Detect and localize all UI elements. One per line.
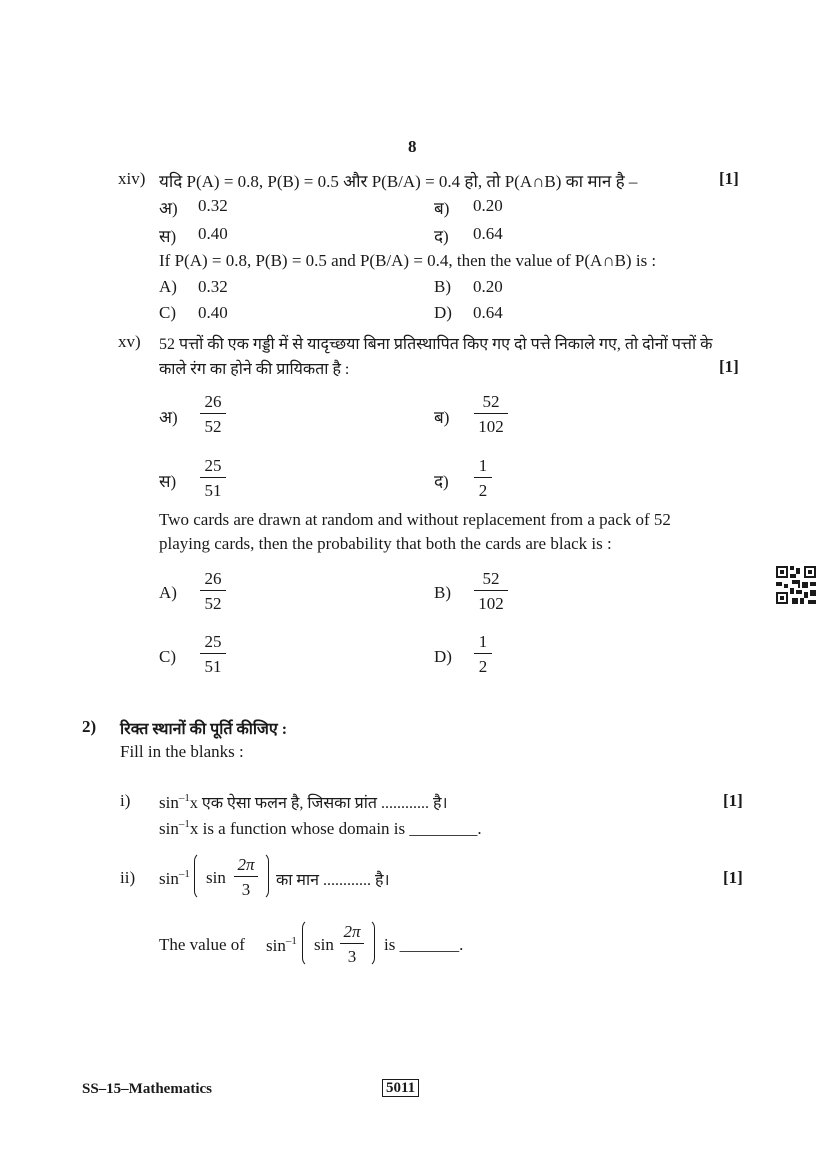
q15-hindi-opt-d-fraction [474, 457, 492, 499]
fraction-denominator: 3 [241, 880, 251, 899]
fraction-numerator: 1 [478, 632, 488, 651]
q2-ii-marks: [1] [723, 868, 743, 887]
q14-eng-opt-c-value: 0.40 [198, 303, 228, 322]
sin-text: $\sin^{-1}$ [159, 868, 190, 888]
fraction-numerator: 52 [482, 569, 500, 588]
inner-sin-text: sin [206, 868, 226, 887]
page-number: 8 [408, 137, 417, 156]
q15-hindi-opt-c-fraction [200, 457, 226, 499]
q15-english-line1: Two cards are drawn at random and without replacement from a pack of 52 [159, 510, 671, 529]
q15-marks: [1] [719, 357, 739, 376]
q14-hindi-opt-b-value: 0.20 [473, 196, 503, 215]
fraction-denominator: 2 [478, 481, 488, 500]
q14-hindi-opt-b-label: ब) [434, 199, 450, 218]
left-parenthesis [302, 919, 311, 967]
footer-paper-code: 5011 [382, 1080, 419, 1097]
fraction-denominator: 51 [204, 657, 222, 676]
q15-hindi-opt-d-label: द) [434, 472, 449, 491]
q15-hindi-line1: 52 पत्तों की एक गड्डी में से यादृच्छया बिना प्रतिस्थापित किए गए दो पत्ते निकाले गए, तो दोनों पत्तों के [159, 336, 713, 353]
sin-text: $\sin^{-1}$ [266, 935, 297, 955]
fraction-denominator: 51 [204, 481, 222, 500]
q14-hindi-opt-d-label: द) [434, 227, 449, 246]
q15-eng-opt-b-label: B) [434, 583, 451, 602]
q2-i-hindi-text: x एक ऐसा फलन है, जिसका प्रांत ............ है। [189, 795, 448, 812]
q15-eng-opt-c-label: C) [159, 647, 176, 666]
q14-number: xiv) [118, 169, 146, 188]
fraction-numerator: 52 [482, 392, 500, 411]
q14-eng-opt-a-value: 0.32 [198, 277, 228, 296]
q14-eng-opt-d-value: 0.64 [473, 303, 503, 322]
fraction-denominator: 52 [204, 417, 222, 436]
fraction-denominator: 3 [347, 947, 357, 966]
q2-i-english-line [159, 818, 482, 839]
q2-ii-hindi-text: का मान ............ है। [276, 872, 390, 889]
fraction-denominator: 102 [478, 417, 504, 436]
fraction-numerator: 25 [204, 632, 222, 651]
q14-eng-opt-b-label: B) [434, 277, 451, 296]
q15-number: xv) [118, 332, 141, 351]
superscript-inverse: –1 [178, 818, 190, 830]
q14-eng-opt-a-label: A) [159, 277, 177, 296]
q14-marks: [1] [719, 169, 739, 188]
q15-hindi-opt-b-label: ब) [434, 408, 450, 427]
superscript-inverse: –1 [178, 792, 190, 804]
q15-eng-opt-a-label: A) [159, 583, 177, 602]
q15-english-line2: playing cards, then the probability that both the cards are black is : [159, 534, 612, 553]
inner-sin-text: sin [314, 935, 334, 954]
q14-hindi-opt-a-value: 0.32 [198, 196, 228, 215]
q15-eng-opt-c-fraction [200, 633, 226, 675]
q14-hindi-opt-c-label: स) [159, 227, 177, 246]
q14-eng-opt-c-label: C) [159, 303, 176, 322]
q14-hindi-opt-a-label: अ) [159, 199, 178, 218]
superscript-inverse: –1 [285, 935, 297, 947]
left-parenthesis [194, 852, 203, 900]
q15-hindi-opt-c-label: स) [159, 472, 177, 491]
q2-i-english-text: x is a function whose domain is ________. [189, 819, 482, 838]
q15-hindi-opt-a-label: अ) [159, 408, 178, 427]
q2-i-number: i) [120, 791, 131, 810]
superscript-inverse: –1 [178, 868, 190, 880]
q14-hindi-opt-c-value: 0.40 [198, 224, 228, 243]
q2-ii-hindi-fraction [234, 856, 258, 898]
q15-eng-opt-d-fraction [474, 633, 492, 675]
q2-english-heading: Fill in the blanks : [120, 742, 244, 761]
q2-number: 2) [82, 717, 97, 736]
footer-subject-code: SS–15–Mathematics [82, 1081, 212, 1097]
q2-ii-number: ii) [120, 868, 136, 887]
qr-code-image [776, 566, 816, 604]
fraction-numerator: 26 [204, 392, 222, 411]
right-parenthesis [366, 919, 375, 967]
fraction-numerator: 26 [204, 569, 222, 588]
fraction-denominator: 2 [478, 657, 488, 676]
q2-ii-english-fraction [340, 923, 364, 965]
q15-hindi-line2: काले रंग का होने की प्रायिकता है : [159, 361, 350, 378]
q14-eng-opt-b-value: 0.20 [473, 277, 503, 296]
sin-text: sin [159, 793, 179, 812]
right-parenthesis [260, 852, 269, 900]
q2-hindi-heading: रिक्त स्थानों की पूर्ति कीजिए : [120, 721, 288, 738]
q15-eng-opt-d-label: D) [434, 647, 452, 666]
q2-i-hindi-line [159, 791, 448, 813]
q14-hindi-opt-d-value: 0.64 [473, 224, 503, 243]
q2-i-marks: [1] [723, 791, 743, 810]
q14-eng-opt-d-label: D) [434, 303, 452, 322]
q15-eng-opt-b-fraction [474, 570, 508, 612]
q15-hindi-opt-a-fraction [200, 393, 226, 435]
fraction-denominator: 102 [478, 594, 504, 613]
fraction-numerator: 25 [204, 456, 222, 475]
q2-ii-english-post: is _______. [384, 935, 464, 954]
q15-hindi-opt-b-fraction [474, 393, 508, 435]
q14-english-text: If P(A) = 0.8, P(B) = 0.5 and P(B/A) = 0.4, then the value of P(A∩B) is : [159, 251, 657, 270]
fraction-numerator: 2π [343, 922, 361, 941]
q15-eng-opt-a-fraction [200, 570, 226, 612]
fraction-numerator: 1 [478, 456, 488, 475]
fraction-numerator: 2π [237, 855, 255, 874]
fraction-denominator: 52 [204, 594, 222, 613]
q2-ii-english-pre: The value of [159, 935, 245, 954]
q14-hindi-text: यदि P(A) = 0.8, P(B) = 0.5 और P(B/A) = 0.4 हो, तो P(A∩B) का मान है – [159, 172, 638, 191]
sin-text: sin [159, 819, 179, 838]
